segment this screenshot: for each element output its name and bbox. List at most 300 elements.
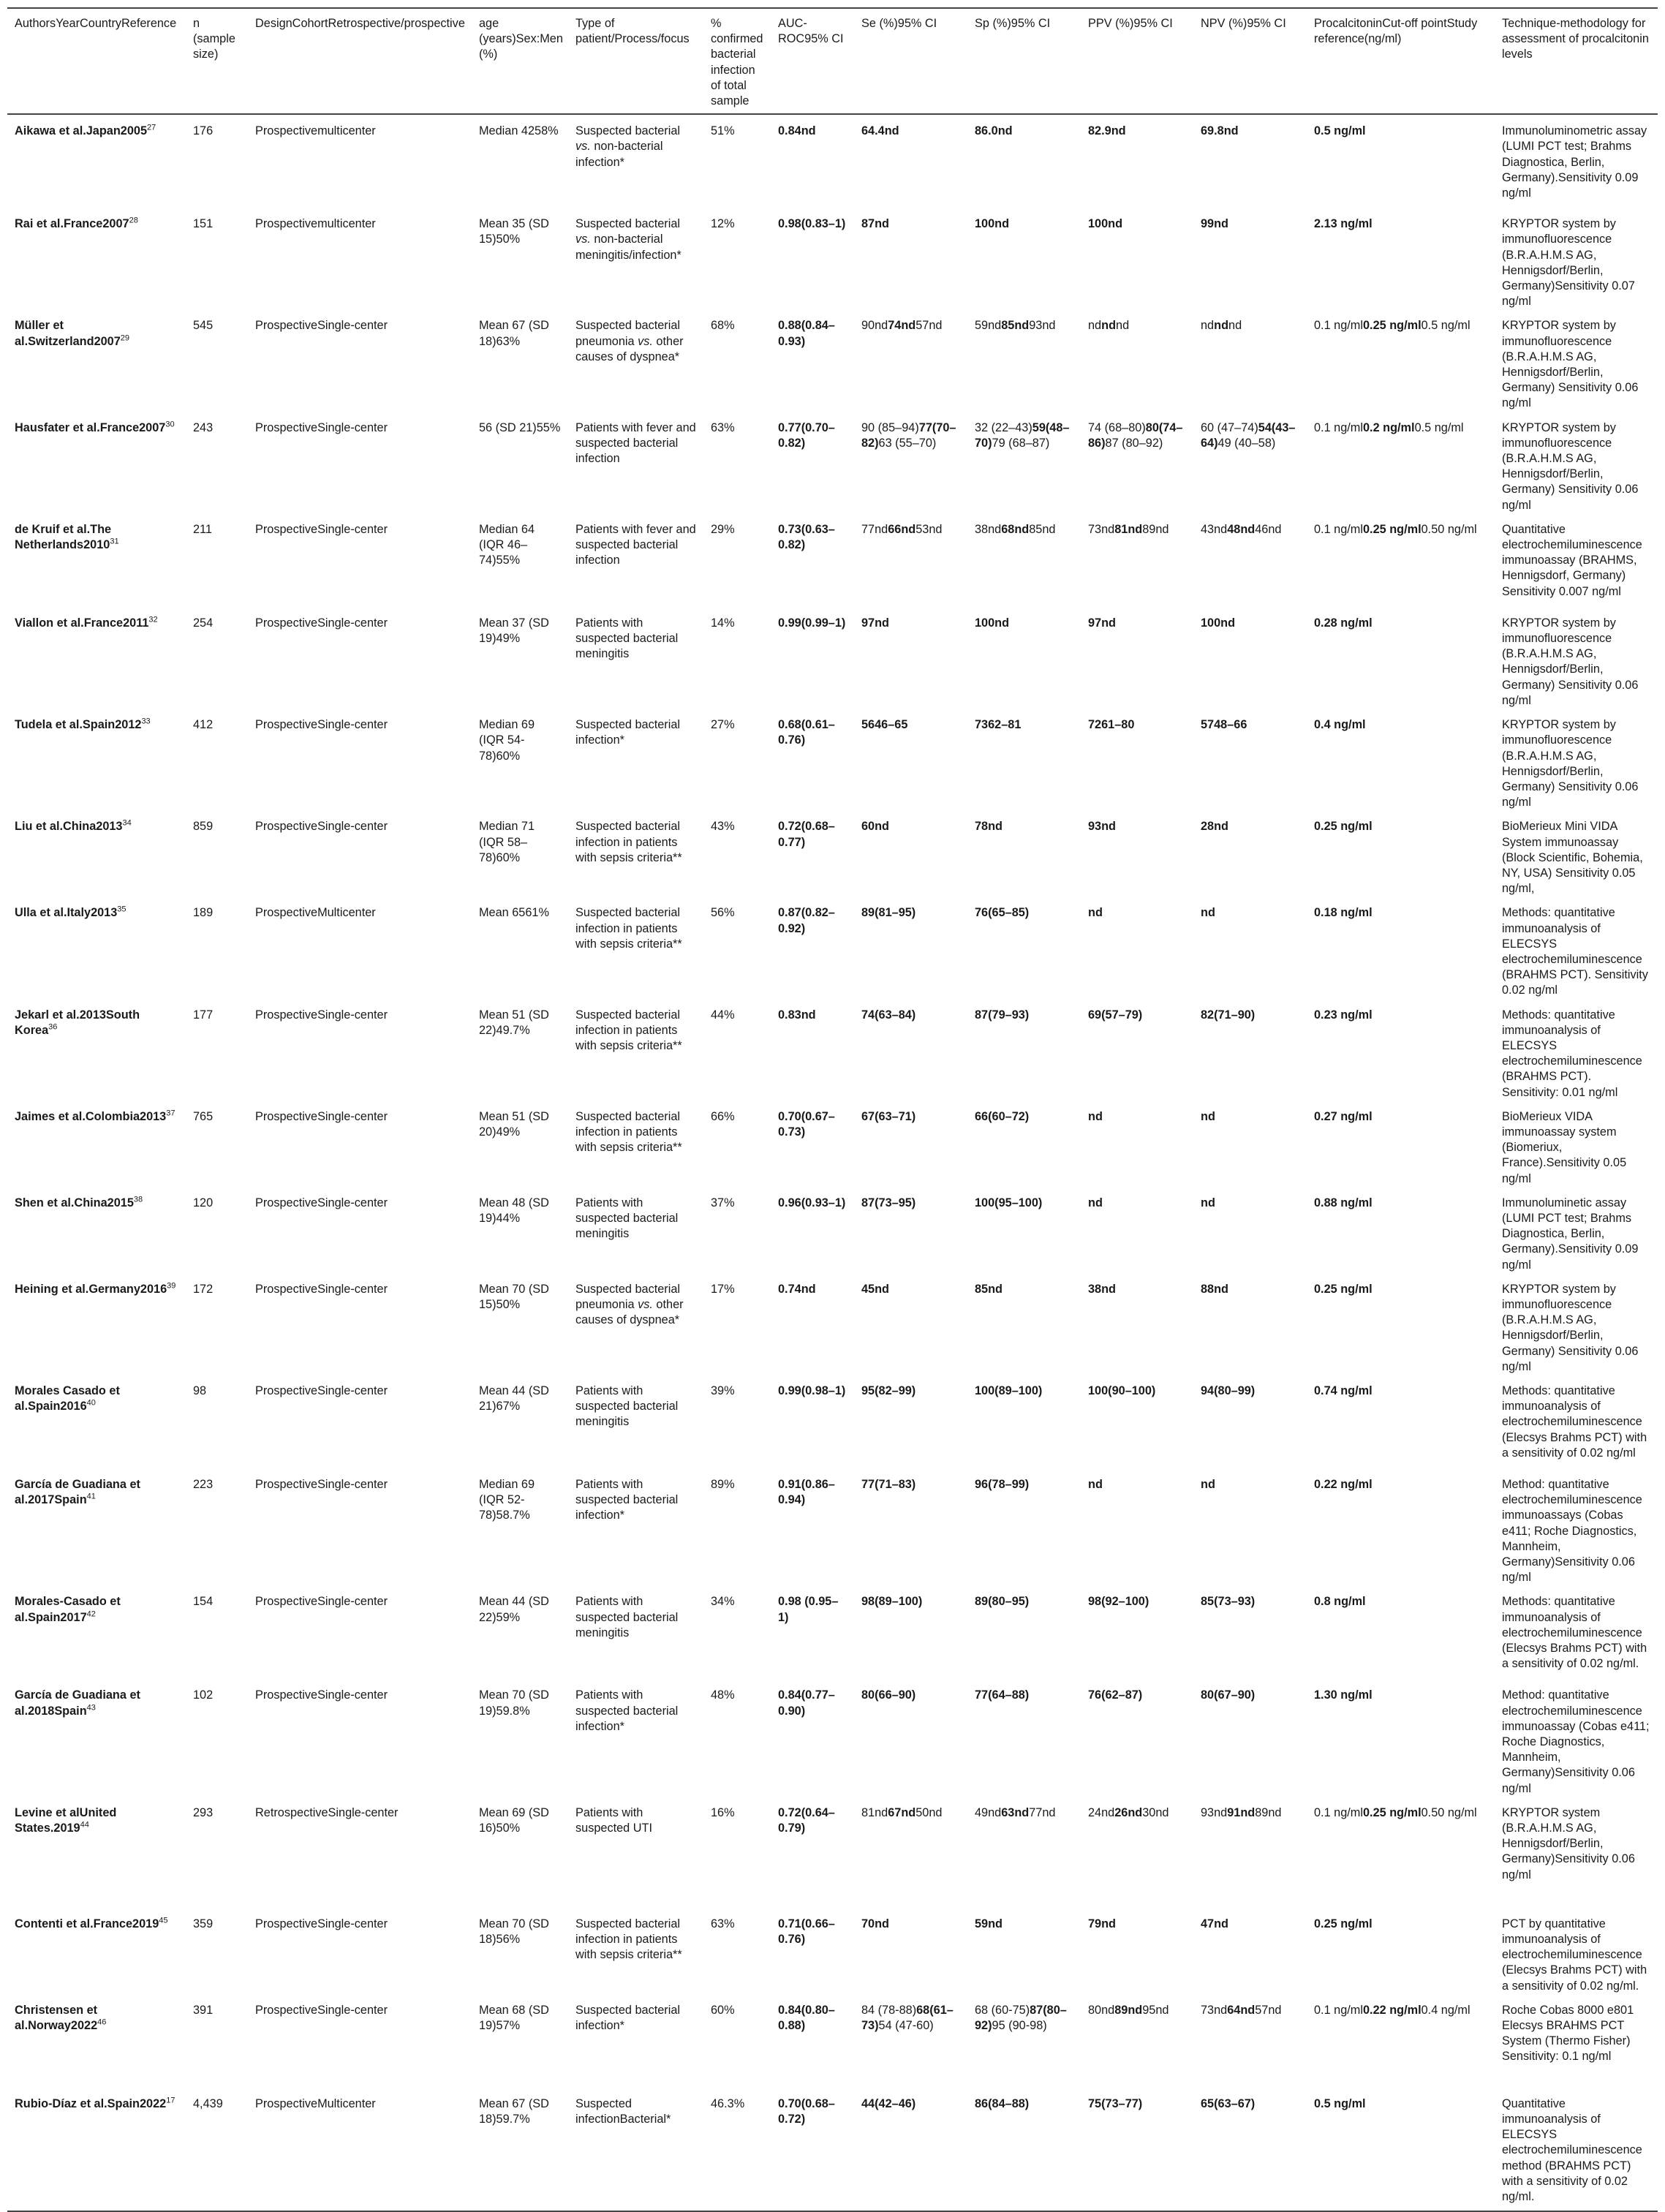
author-text: Levine et alUnited States.2019 (15, 1805, 117, 1835)
cell-auc (771, 114, 854, 208)
cell-segment: 0.25 ng/ml (1314, 1282, 1373, 1296)
reference-number: 39 (167, 1281, 176, 1291)
cell-cutoff (1307, 1273, 1495, 1375)
cell-segment: 69(57–79) (1088, 1008, 1143, 1022)
cell-segment: 0.73(0.63–0.82) (778, 522, 835, 552)
cell-segment: 0.91(0.86–0.94) (778, 1478, 835, 1507)
cell-age-sex: Mean 69 (SD 16)50% (479, 1805, 549, 1835)
cell-cutoff (1307, 2088, 1495, 2211)
table-row (7, 709, 1658, 810)
cell-segment: Suspected bacterial pneumonia (575, 1282, 681, 1311)
cell-specificity (967, 709, 1081, 810)
cell-segment: 65(63–67) (1201, 2096, 1256, 2110)
cell-age-sex: Mean 67 (SD 18)63% (479, 319, 549, 348)
cell-segment: 0.72(0.68–0.77) (778, 820, 835, 849)
cell-segment: nd (1201, 1196, 1215, 1209)
reference-number: 27 (147, 123, 156, 132)
cell-patient-type (568, 999, 703, 1101)
cell-segment: Patients with suspected bacterial meningitis (575, 1595, 679, 1639)
cell-age-sex: Mean 48 (SD 19)44% (479, 1196, 549, 1225)
cell-patient-type (568, 810, 703, 896)
cell-specificity (967, 1908, 1081, 1994)
author-text: Viallon et al.France2011 (15, 616, 149, 630)
cell-segment: 0.25 ng/ml (1314, 820, 1373, 834)
cell-ppv (1081, 810, 1193, 896)
cell-segment: 74(63–84) (861, 1008, 916, 1022)
cell-segment: 73nd (1088, 522, 1115, 536)
cell-segment: 0.84(0.77–0.90) (778, 1688, 835, 1718)
cell-npv (1193, 1797, 1307, 1908)
cell-sample-size: 254 (193, 616, 214, 630)
cell-sample-size: 154 (193, 1595, 214, 1609)
cell-segment: 49nd (975, 1805, 1002, 1819)
cell-cutoff (1307, 513, 1495, 607)
cell-sensitivity (854, 999, 967, 1101)
cell-segment: 89(81–95) (861, 906, 916, 920)
cell-segment: 0.70(0.68–0.72) (778, 2096, 835, 2126)
cell-auc (771, 208, 854, 309)
cell-cutoff (1307, 1468, 1495, 1585)
cell-segment: 60nd (861, 820, 890, 834)
cell-segment: Patients with suspected bacterial meningitis (575, 616, 679, 661)
cell-author (7, 1797, 186, 1908)
cell-segment: 87 (80–92) (1105, 436, 1163, 450)
cell-segment: 0.74 ng/ml (1314, 1384, 1373, 1398)
reference-number: 38 (133, 1195, 143, 1204)
cell-specificity (967, 999, 1081, 1101)
cell-age-sex: Median 64 (IQR 46–74)55% (479, 522, 535, 567)
cell-segment: 0.5 ng/ml (1414, 420, 1464, 434)
cell-sensitivity (854, 1101, 967, 1187)
cell-technique: KRYPTOR system by immunofluorescence (B.R.A.H.M.S AG, Hennigsdorf/Berlin, Germany) Sensitivity 0.06 ng/ml (1502, 1282, 1639, 1373)
cell-specificity (967, 513, 1081, 607)
cell-confirmed-pct: 17% (711, 1282, 735, 1296)
cell-auc (771, 607, 854, 709)
cell-ppv (1081, 114, 1193, 208)
cell-segment: 45nd (861, 1282, 890, 1296)
table-row (7, 896, 1658, 998)
cell-technique: KRYPTOR system by immunofluorescence (B.R.A.H.M.S AG, Hennigsdorf/Berlin, Germany) Sensitivity 0.06 ng/ml (1502, 319, 1639, 410)
author-text: Contenti et al.France2019 (15, 1917, 159, 1930)
cell-specificity (967, 607, 1081, 709)
cell-segment: 59(48–70) (975, 420, 1070, 450)
cell-auc (771, 1375, 854, 1468)
cell-ppv (1081, 1908, 1193, 1994)
cell-segment: 0.72(0.64–0.79) (778, 1805, 835, 1835)
cell-segment: 93nd (1201, 1805, 1228, 1819)
author-text: Rubio-Díaz et al.Spain2022 (15, 2096, 167, 2110)
cell-patient-type (568, 1101, 703, 1187)
reference-number: 31 (110, 537, 119, 546)
cell-segment: 93nd (1088, 820, 1117, 834)
cell-technique: Immunoluminetic assay (LUMI PCT test; Brahms Diagnostica, Berlin, Germany).Sensitivity 0.09 ng/ml (1502, 1196, 1639, 1272)
author-text: Rai et al.France2007 (15, 217, 129, 231)
cell-age-sex: Median 69 (IQR 54-78)60% (479, 718, 535, 763)
cell-segment: 0.50 ng/ml (1421, 522, 1477, 536)
cell-cutoff (1307, 1585, 1495, 1679)
cell-confirmed-pct: 89% (711, 1478, 735, 1492)
table-row (7, 1994, 1658, 2088)
cell-segment: Suspected bacterial pneumonia (575, 319, 681, 348)
cell-segment: other causes of dyspnea* (575, 1298, 684, 1327)
cell-segment: nd (1201, 1109, 1215, 1123)
reference-number: 29 (120, 333, 130, 343)
reference-number: 46 (97, 2017, 107, 2027)
cell-sample-size: 765 (193, 1109, 214, 1123)
cell-segment: 0.1 ng/ml (1314, 420, 1363, 434)
cell-segment: 48nd (1227, 522, 1256, 536)
cell-npv (1193, 607, 1307, 709)
cell-segment: 85nd (975, 1282, 1003, 1296)
col-header-cutoff: ProcalcitoninCut-off pointStudy reference(ng/ml) (1307, 8, 1495, 114)
cell-segment: 28nd (1201, 820, 1229, 834)
cell-sample-size: 102 (193, 1688, 214, 1702)
cell-author (7, 1468, 186, 1585)
cell-confirmed-pct: 37% (711, 1196, 735, 1209)
cell-design: ProspectiveSingle-center (255, 1282, 388, 1296)
reference-number: 32 (148, 615, 158, 624)
cell-sensitivity (854, 810, 967, 896)
cell-segment: 0.25 ng/ml (1362, 1805, 1422, 1819)
reference-number: 28 (129, 216, 138, 225)
cell-segment: 0.50 ng/ml (1421, 1805, 1477, 1819)
cell-design: ProspectiveSingle-center (255, 1196, 388, 1209)
cell-specificity (967, 1101, 1081, 1187)
cell-specificity (967, 1585, 1081, 1679)
cell-age-sex: Mean 44 (SD 21)67% (479, 1384, 549, 1413)
cell-segment: 0.4 ng/ml (1421, 2003, 1470, 2017)
cell-author (7, 607, 186, 709)
cell-confirmed-pct: 12% (711, 217, 735, 231)
reference-number: 41 (86, 1492, 96, 1501)
cell-segment: 70nd (861, 1917, 890, 1930)
cell-confirmed-pct: 46.3% (703, 2088, 771, 2211)
cell-segment: 0.27 ng/ml (1314, 1109, 1373, 1123)
cell-segment: 77(71–83) (861, 1478, 916, 1492)
cell-design: ProspectiveSingle-center (255, 1595, 388, 1609)
cell-segment: Patients with suspected bacterial infection* (575, 1478, 679, 1522)
cell-design: ProspectiveSingle-center (255, 420, 388, 434)
cell-sample-size: 98 (193, 1384, 207, 1398)
cell-technique: Roche Cobas 8000 e801 Elecsys BRAHMS PCT System (Thermo Fisher) Sensitivity: 0.1 ng/ml (1502, 2003, 1634, 2064)
cell-segment: 0.99(0.99–1) (778, 616, 846, 630)
cell-sample-size: 391 (193, 2003, 214, 2017)
cell-segment: Patients with suspected bacterial meningitis (575, 1196, 679, 1241)
cell-npv (1193, 1994, 1307, 2088)
cell-segment: 57nd (915, 319, 943, 333)
author-text: Morales Casado et al.Spain2016 (15, 1384, 120, 1413)
cell-confirmed-pct: 63% (711, 420, 735, 434)
cell-segment: 81nd (861, 1805, 888, 1819)
cell-technique: Methods: quantitative immunoanalysis of electrochemiluminescence (Elecsys Brahms PCT) with a sensitivity of 0.02 ng/ml. (1502, 1595, 1647, 1671)
cell-ppv (1081, 1797, 1193, 1908)
cell-segment: vs. (638, 334, 653, 348)
cell-confirmed-pct: 39% (711, 1384, 735, 1398)
cell-technique: PCT by quantitative immunoanalysis of electrochemiluminescence (Elecsys Brahms PCT) with a sensitivity of 0.02 ng/ml. (1502, 1917, 1647, 1993)
cell-segment: 59nd (975, 319, 1002, 333)
cell-npv (1193, 309, 1307, 411)
cell-segment: 63nd (1001, 1805, 1030, 1819)
cell-segment: nd (1088, 1478, 1103, 1492)
cell-ppv (1081, 999, 1193, 1101)
cell-sample-size: 189 (193, 906, 214, 920)
cell-npv (1193, 1375, 1307, 1468)
col-header-specificity: Sp (%)95% CI (967, 8, 1081, 114)
cell-auc (771, 810, 854, 896)
author-text: Tudela et al.Spain2012 (15, 718, 142, 732)
cell-confirmed-pct: 56% (711, 906, 735, 920)
cell-confirmed-pct: 63% (711, 1917, 735, 1930)
cell-segment: 77nd (1029, 1805, 1056, 1819)
cell-segment: 0.68(0.61–0.76) (778, 718, 835, 747)
cell-segment: 89(80–95) (975, 1595, 1030, 1609)
cell-sensitivity (854, 1908, 967, 1994)
cell-technique: Methods: quantitative immunoanalysis of ELECSYS electrochemiluminescence (BRAHMS PCT). Sensitivity: 0.01 ng/ml (1502, 1008, 1642, 1099)
table-row (7, 1273, 1658, 1375)
cell-cutoff (1307, 1187, 1495, 1273)
col-header-sensitivity: Se (%)95% CI (854, 8, 967, 114)
cell-segment: 54(43–64) (1201, 420, 1296, 450)
cell-author (7, 1273, 186, 1375)
cell-segment: 100nd (1088, 217, 1123, 231)
cell-sensitivity (854, 513, 967, 607)
cell-confirmed-pct: 29% (711, 522, 735, 536)
cell-technique: Methods: quantitative immunoanalysis of ELECSYS electrochemiluminescence (BRAHMS PCT). Sensitivity 0.02 ng/ml (1502, 906, 1648, 997)
cell-segment: 95(82–99) (861, 1384, 916, 1398)
cell-segment: 0.4 ng/ml (1314, 718, 1366, 732)
cell-ppv (1081, 412, 1193, 513)
cell-segment: 86.0nd (975, 124, 1013, 138)
cell-confirmed-pct: 60% (711, 2003, 735, 2017)
cell-age-sex: Median 4258% (479, 124, 559, 138)
author-text: Hausfater et al.France2007 (15, 420, 166, 434)
cell-segment: 43nd (1201, 522, 1228, 536)
cell-npv (1193, 1679, 1307, 1796)
cell-design: RetrospectiveSingle-center (255, 1805, 399, 1819)
cell-age-sex: Median 71 (IQR 58–78)60% (479, 820, 535, 864)
cell-segment: 68nd (1001, 522, 1030, 536)
cell-auc (771, 2088, 854, 2211)
cell-design: ProspectiveSingle-center (255, 820, 388, 834)
cell-segment: 94(80–99) (1201, 1384, 1256, 1398)
cell-sample-size: 359 (193, 1917, 214, 1930)
reference-number: 45 (159, 1916, 168, 1925)
cell-segment: 63 (55–70) (878, 436, 937, 450)
col-header-age-sex: age (years)Sex:Men (%) (472, 8, 568, 114)
cell-author (7, 1101, 186, 1187)
cell-ppv (1081, 1679, 1193, 1796)
col-header-auc: AUC-ROC95% CI (771, 8, 854, 114)
cell-patient-type (568, 1585, 703, 1679)
table-row (7, 1468, 1658, 1585)
cell-segment: Suspected bacterial (575, 217, 681, 231)
cell-specificity (967, 1187, 1081, 1273)
cell-segment: 0.5 ng/ml (1314, 2096, 1366, 2110)
cell-patient-type (568, 1273, 703, 1375)
table-row (7, 208, 1658, 309)
cell-design: ProspectiveSingle-center (255, 616, 388, 630)
cell-segment: 67(63–71) (861, 1109, 916, 1123)
cell-segment: 5646–65 (861, 718, 908, 732)
cell-segment: 82(71–90) (1201, 1008, 1256, 1022)
cell-segment: 46nd (1255, 522, 1282, 536)
cell-age-sex: Mean 51 (SD 20)49% (479, 1109, 549, 1139)
cell-design: ProspectiveSingle-center (255, 1384, 388, 1398)
cell-sample-size: 151 (193, 217, 214, 231)
cell-npv (1193, 1908, 1307, 1994)
cell-technique: KRYPTOR system by immunofluorescence (B.R.A.H.M.S AG, Hennigsdorf/Berlin, Germany) Sensitivity 0.06 ng/ml (1502, 616, 1639, 707)
cell-author (7, 709, 186, 810)
cell-age-sex: Mean 44 (SD 22)59% (479, 1595, 549, 1624)
cell-segment: nd (1116, 319, 1130, 333)
cell-segment: 89nd (1114, 2003, 1143, 2017)
cell-sample-size: 859 (193, 820, 214, 834)
cell-segment: nd (1214, 319, 1229, 333)
cell-segment: 100(95–100) (975, 1196, 1043, 1209)
cell-segment: 0.70(0.67–0.73) (778, 1109, 835, 1139)
cell-patient-type (568, 1908, 703, 1994)
cell-segment: 77(64–88) (975, 1688, 1030, 1702)
cell-segment: Suspected bacterial infection in patients with sepsis criteria** (575, 1917, 682, 1962)
cell-cutoff (1307, 607, 1495, 709)
cell-patient-type (568, 1679, 703, 1796)
cell-confirmed-pct: 14% (711, 616, 735, 630)
cell-technique: Quantitative immunoanalysis of ELECSYS electrochemiluminescence method (BRAHMS PCT) with a sensitivity of 0.02 ng/ml. (1495, 2088, 1658, 2211)
cell-sensitivity (854, 309, 967, 411)
cell-cutoff (1307, 1908, 1495, 1994)
table-row (7, 114, 1658, 208)
cell-confirmed-pct: 44% (711, 1008, 735, 1022)
col-header-npv: NPV (%)95% CI (1193, 8, 1307, 114)
cell-npv (1193, 709, 1307, 810)
table-row (7, 1375, 1658, 1468)
table-row (7, 1187, 1658, 1273)
cell-confirmed-pct: 43% (711, 820, 735, 834)
cell-segment: non-bacterial meningitis/infection* (575, 233, 682, 262)
cell-segment: 0.88(0.84–0.93) (778, 319, 835, 348)
cell-sample-size: 120 (193, 1196, 214, 1209)
cell-design: ProspectiveSingle-center (255, 1109, 388, 1123)
cell-technique: Methods: quantitative immunoanalysis of electrochemiluminescence (Elecsys Brahms PCT) with a sensitivity of 0.02 ng/ml (1502, 1384, 1647, 1460)
cell-segment: 49 (40–58) (1217, 436, 1276, 450)
cell-patient-type (568, 1375, 703, 1468)
cell-age-sex: 56 (SD 21)55% (479, 420, 561, 434)
cell-segment: 64.4nd (861, 124, 899, 138)
cell-segment: 0.74nd (778, 1282, 816, 1296)
reference-number: 17 (166, 2096, 175, 2105)
cell-segment: 100nd (975, 616, 1010, 630)
cell-cutoff (1307, 709, 1495, 810)
cell-patient-type (568, 896, 703, 998)
cell-segment: 80(66–90) (861, 1688, 916, 1702)
cell-segment: 26nd (1114, 1805, 1143, 1819)
cell-segment: 1.30 ng/ml (1314, 1688, 1373, 1702)
reference-number: 37 (166, 1109, 175, 1118)
cell-auc (771, 1187, 854, 1273)
col-header-technique: Technique-methodology for assessment of procalcitonin levels (1495, 8, 1658, 114)
cell-technique: Method: quantitative electrochemiluminescence immunoassays (Cobas e411; Roche Diagnostics, Mannheim, Germany)Sensitivity 0.06 ng/ml (1502, 1478, 1642, 1585)
cell-sample-size: 4,439 (186, 2088, 248, 2211)
author-text: Jaimes et al.Colombia2013 (15, 1109, 167, 1123)
table-row (7, 2088, 1658, 2211)
cell-segment: 90 (85–94) (861, 420, 919, 434)
cell-design: ProspectiveSingle-center (255, 1008, 388, 1022)
cell-specificity (967, 412, 1081, 513)
cell-segment: 0.25 ng/ml (1362, 522, 1422, 536)
cell-design: Prospectivemulticenter (255, 124, 376, 138)
cell-segment: 0.98(0.83–1) (778, 217, 846, 231)
author-text: Jekarl et al.2013South Korea (15, 1008, 140, 1037)
cell-author (7, 1585, 186, 1679)
cell-ppv (1081, 896, 1193, 998)
cell-segment: 69.8nd (1201, 124, 1239, 138)
cell-segment: 99nd (1201, 217, 1229, 231)
cell-sample-size: 243 (193, 420, 214, 434)
cell-segment: 32 (22–43) (975, 420, 1032, 434)
cell-npv (1193, 1468, 1307, 1585)
cell-segment: Patients with suspected bacterial meningitis (575, 1384, 679, 1429)
cell-segment: vs. (638, 1298, 653, 1311)
cell-segment: nd (1101, 319, 1117, 333)
cell-technique: Quantitative electrochemiluminescence immunoassay (BRAHMS, Hennigsdorf, Germany) Sensitivity 0.007 ng/ml (1502, 522, 1642, 598)
cell-sensitivity (854, 1994, 967, 2088)
cell-ppv (1081, 1585, 1193, 1679)
cell-sample-size: 223 (193, 1478, 214, 1492)
cell-patient-type (568, 114, 703, 208)
cell-segment: 0.22 ng/ml (1314, 1478, 1373, 1492)
cell-technique: KRYPTOR system by immunofluorescence (B.R.A.H.M.S AG, Hennigsdorf/Berlin, Germany) Sensitivity 0.06 ng/ml (1502, 420, 1639, 512)
cell-auc (771, 309, 854, 411)
cell-age-sex: Mean 68 (SD 19)57% (479, 2003, 549, 2033)
cell-segment: 0.1 ng/ml (1314, 1805, 1363, 1819)
cell-confirmed-pct: 66% (711, 1109, 735, 1123)
cell-segment: Suspected bacterial (575, 124, 681, 138)
cell-specificity (967, 810, 1081, 896)
cell-auc (771, 1468, 854, 1585)
cell-segment: 0.25 ng/ml (1314, 1917, 1373, 1930)
cell-design: ProspectiveMulticenter (255, 906, 376, 920)
cell-author (7, 513, 186, 607)
col-header-design: DesignCohortRetrospective/prospective (248, 8, 472, 114)
cell-segment: non-bacterial infection* (575, 140, 663, 169)
cell-sensitivity (854, 1375, 967, 1468)
cell-segment: 0.88 ng/ml (1314, 1196, 1373, 1209)
cell-segment: 91nd (1227, 1805, 1256, 1819)
cell-npv (1193, 412, 1307, 513)
cell-cutoff (1307, 309, 1495, 411)
cell-segment: 100(90–100) (1088, 1384, 1156, 1398)
cell-author (7, 2088, 186, 2211)
cell-segment: nd (1088, 1196, 1103, 1209)
cell-cutoff (1307, 999, 1495, 1101)
cell-segment: 54 (47-60) (878, 2019, 934, 2033)
cell-segment: vs. (575, 140, 591, 154)
cell-segment: 87(80–92) (975, 2003, 1067, 2033)
cell-segment: 93nd (1029, 319, 1056, 333)
cell-sensitivity (854, 1585, 967, 1679)
table-row (7, 1908, 1658, 1994)
col-header-sample-size: n (sample size) (186, 8, 248, 114)
cell-segment: 66(60–72) (975, 1109, 1030, 1123)
header-row (7, 8, 1658, 114)
cell-segment: 86(84–88) (975, 2096, 1030, 2110)
reference-number: 30 (165, 420, 175, 429)
cell-segment: nd (1088, 906, 1103, 920)
cell-author (7, 1994, 186, 2088)
cell-segment: 47nd (1201, 1917, 1229, 1930)
cell-confirmed-pct: 68% (711, 319, 735, 333)
cell-segment: 90nd (861, 319, 888, 333)
